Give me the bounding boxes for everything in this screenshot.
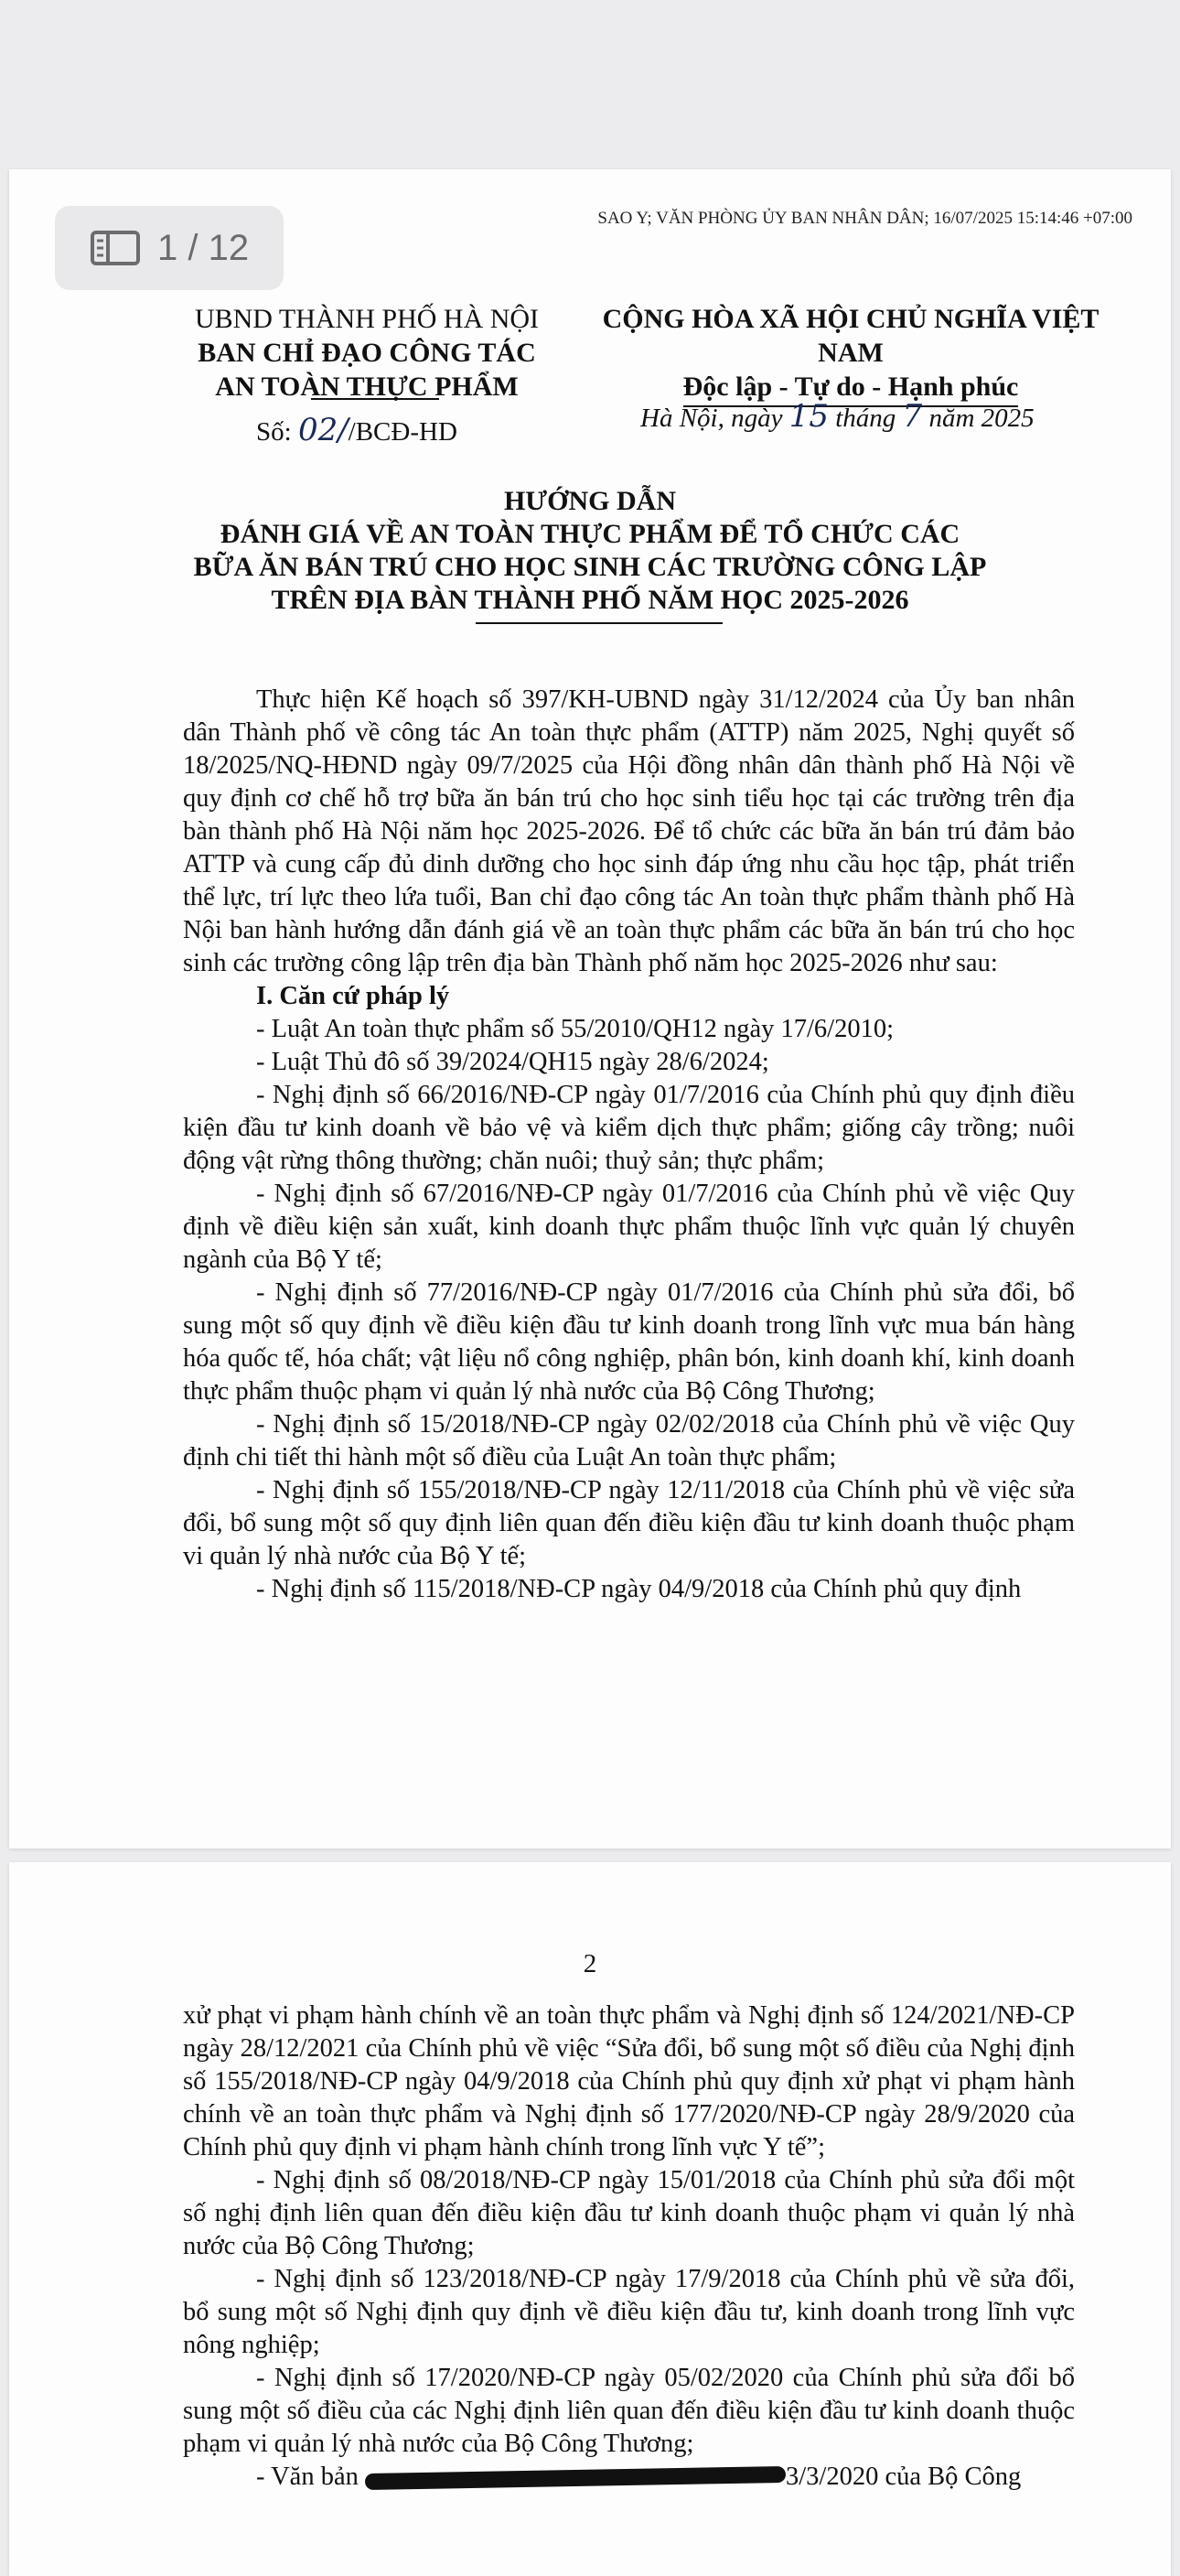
document-number <box>256 412 457 448</box>
redacted-line-end: 3/3/2020 của Bộ Công <box>785 2463 1022 2491</box>
document-page-1 <box>9 169 1171 1848</box>
body-paragraph: - Nghị định số 08/2018/NĐ-CP ngày 15/01/2018 của Chính phủ sửa đổi một số nghị định liên quan đến điều kiện đầu tư kinh doanh thuộc phạm vi quản lý nhà nước của Bộ Công Thương; <box>183 2166 1075 2260</box>
issuer-header <box>179 302 554 404</box>
intro-paragraph: Thực hiện Kế hoạch số 397/KH-UBND ngày 31/12/2024 của Ủy ban nhân dân Thành phố về công tác An toàn thực phẩm (ATTP) năm 2025, Nghị quyết số 18/2025/NQ-HĐND ngày 09/7/2025 của Hội đồng nhân dân thành phố Hà Nội về quy định cơ chế hỗ trợ bữa ăn bán trú cho học sinh tiểu học tại các trường trên địa bàn thành phố Hà Nội năm học 2025-2026. Để tổ chức các bữa ăn bán trú đảm bảo ATTP và cung cấp đủ dinh dưỡng cho học sinh đáp ứng nhu cầu học tập, phát triển thể lực, trí lực theo lứa tuổi, Ban chỉ đạo công tác An toàn thực phẩm thành phố Hà Nội ban hành hướng dẫn đánh giá về an toàn thực phẩm các bữa ăn bán trú cho học sinh các trường công lập trên địa bàn Thành phố năm học 2025-2026 như sau: <box>183 685 1075 977</box>
document-page-2 <box>9 1862 1171 2576</box>
issuer-line-3: AN TOÀN THỰC PHẨM <box>215 372 519 402</box>
date-prefix: Hà Nội, ngày <box>640 404 783 433</box>
national-title: CỘNG HÒA XÃ HỘI CHỦ NGHĨA VIỆT NAM <box>602 304 1100 368</box>
page-number: 2 <box>583 1949 597 1978</box>
issuer-line-1: UBND THÀNH PHỐ HÀ NỘI <box>194 304 540 334</box>
so-suffix: /BCĐ-HD <box>348 417 457 447</box>
date-year: năm 2025 <box>928 404 1035 433</box>
title-line-4: TRÊN ĐỊA BÀN THÀNH PHỐ NĂM HỌC 2025-2026 <box>271 585 909 615</box>
issuer-line-2: BAN CHỈ ĐẠO CÔNG TÁC <box>198 338 536 368</box>
page-counter-label: 1 / 12 <box>157 227 250 268</box>
title-underline <box>476 622 723 624</box>
section-heading: I. Căn cứ pháp lý <box>256 982 450 1010</box>
copy-stamp: SAO Y; VĂN PHÒNG ỦY BAN NHÂN DÂN; 16/07/2025 15:14:46 +07:00 <box>597 209 1132 228</box>
redacted-line-start: - Văn bản <box>256 2463 359 2491</box>
so-number: 02/ <box>297 412 349 448</box>
document-title <box>9 485 1171 617</box>
body-paragraph: - Luật An toàn thực phẩm số 55/2010/QH12 ngày 17/6/2010; <box>256 1015 894 1043</box>
date-month-label: tháng <box>835 404 896 433</box>
so-label: Số: <box>256 417 292 447</box>
redacted-paragraph <box>183 2461 1075 2494</box>
body-paragraph: - Nghị định số 77/2016/NĐ-CP ngày 01/7/2016 của Chính phủ sửa đổi, bổ sung một số quy định về điều kiện đầu tư kinh doanh trong lĩnh vực mua bán hàng hóa quốc tế, hóa chất; vật liệu nổ công nghiệp, phân bón, kinh doanh khí, kinh doanh thực phẩm thuộc phạm vi quản lý nhà nước của Bộ Công Thương; <box>183 1278 1075 1406</box>
page1-body <box>183 684 1075 1606</box>
page-counter[interactable] <box>55 206 284 290</box>
body-paragraph: - Nghị định số 17/2020/NĐ-CP ngày 05/02/2020 của Chính phủ sửa đổi bổ sung một số điều của các Nghị định liên quan đến điều kiện đầu tư kinh doanh thuộc phạm vi quản lý nhà nước của Bộ Công Thương; <box>183 2364 1075 2458</box>
issuer-underline <box>311 398 439 400</box>
body-paragraph: - Luật Thủ đô số 39/2024/QH15 ngày 28/6/2024; <box>256 1048 769 1076</box>
body-paragraph: - Nghị định số 15/2018/NĐ-CP ngày 02/02/2018 của Chính phủ về việc Quy định chi tiết thi hành một số điều của Luật An toàn thực phẩm; <box>183 1410 1075 1471</box>
page2-body <box>183 1999 1075 2494</box>
redaction-mark <box>365 2466 786 2490</box>
national-motto: Độc lập - Tự do - Hạnh phúc <box>683 370 1019 407</box>
body-paragraph: - Nghị định số 66/2016/NĐ-CP ngày 01/7/2016 của Chính phủ quy định điều kiện đầu tư kinh doanh về bảo vệ và kiểm dịch thực phẩm; giống cây trồng; nuôi động vật rừng thông thường; chăn nuôi; thuỷ sản; thực phẩm; <box>183 1081 1075 1175</box>
title-line-3: BỮA ĂN BÁN TRÚ CHO HỌC SINH CÁC TRƯỜNG CÔNG LẬP <box>193 552 987 582</box>
document-date <box>640 398 1035 435</box>
body-paragraph: - Nghị định số 123/2018/NĐ-CP ngày 17/9/2018 của Chính phủ về sửa đổi, bổ sung một số Nghị định quy định về điều kiện đầu tư, kinh doanh trong lĩnh vực nông nghiệp; <box>183 2265 1075 2359</box>
body-paragraph: - Nghị định số 67/2016/NĐ-CP ngày 01/7/2016 của Chính phủ về việc Quy định về điều kiện sản xuất, kinh doanh thực phẩm thuộc lĩnh vực quản lý chuyên ngành của Bộ Y tế; <box>183 1180 1075 1274</box>
national-header <box>567 302 1134 407</box>
title-line-2: ĐÁNH GIÁ VỀ AN TOÀN THỰC PHẨM ĐỂ TỔ CHỨC CÁC <box>220 519 960 549</box>
title-line-1: HƯỚNG DẪN <box>503 486 677 516</box>
body-paragraph: - Nghị định số 155/2018/NĐ-CP ngày 12/11/2018 của Chính phủ về việc sửa đổi, bổ sung một số quy định liên quan đến điều kiện đầu tư kinh doanh thuộc phạm vi quản lý nhà nước của Bộ Y tế; <box>183 1476 1075 1570</box>
date-month: 7 <box>902 398 923 435</box>
date-day: 15 <box>788 398 829 435</box>
sidebar-icon <box>90 230 141 266</box>
body-paragraph: - Nghị định số 115/2018/NĐ-CP ngày 04/9/2018 của Chính phủ quy định <box>256 1575 1022 1603</box>
continuation-paragraph: xử phạt vi phạm hành chính về an toàn thực phẩm và Nghị định số 124/2021/NĐ-CP ngày 28/12/2021 của Chính phủ về việc “Sửa đổi, bổ sung một số điều của Nghị định số 155/2018/NĐ-CP ngày 04/9/2018 của Chính phủ quy định xử phạt vi phạm hành chính về an toàn thực phẩm và Nghị định số 177/2020/NĐ-CP ngày 28/9/2020 của Chính phủ quy định vi phạm hành chính trong lĩnh vực Y tế”; <box>183 2001 1075 2161</box>
